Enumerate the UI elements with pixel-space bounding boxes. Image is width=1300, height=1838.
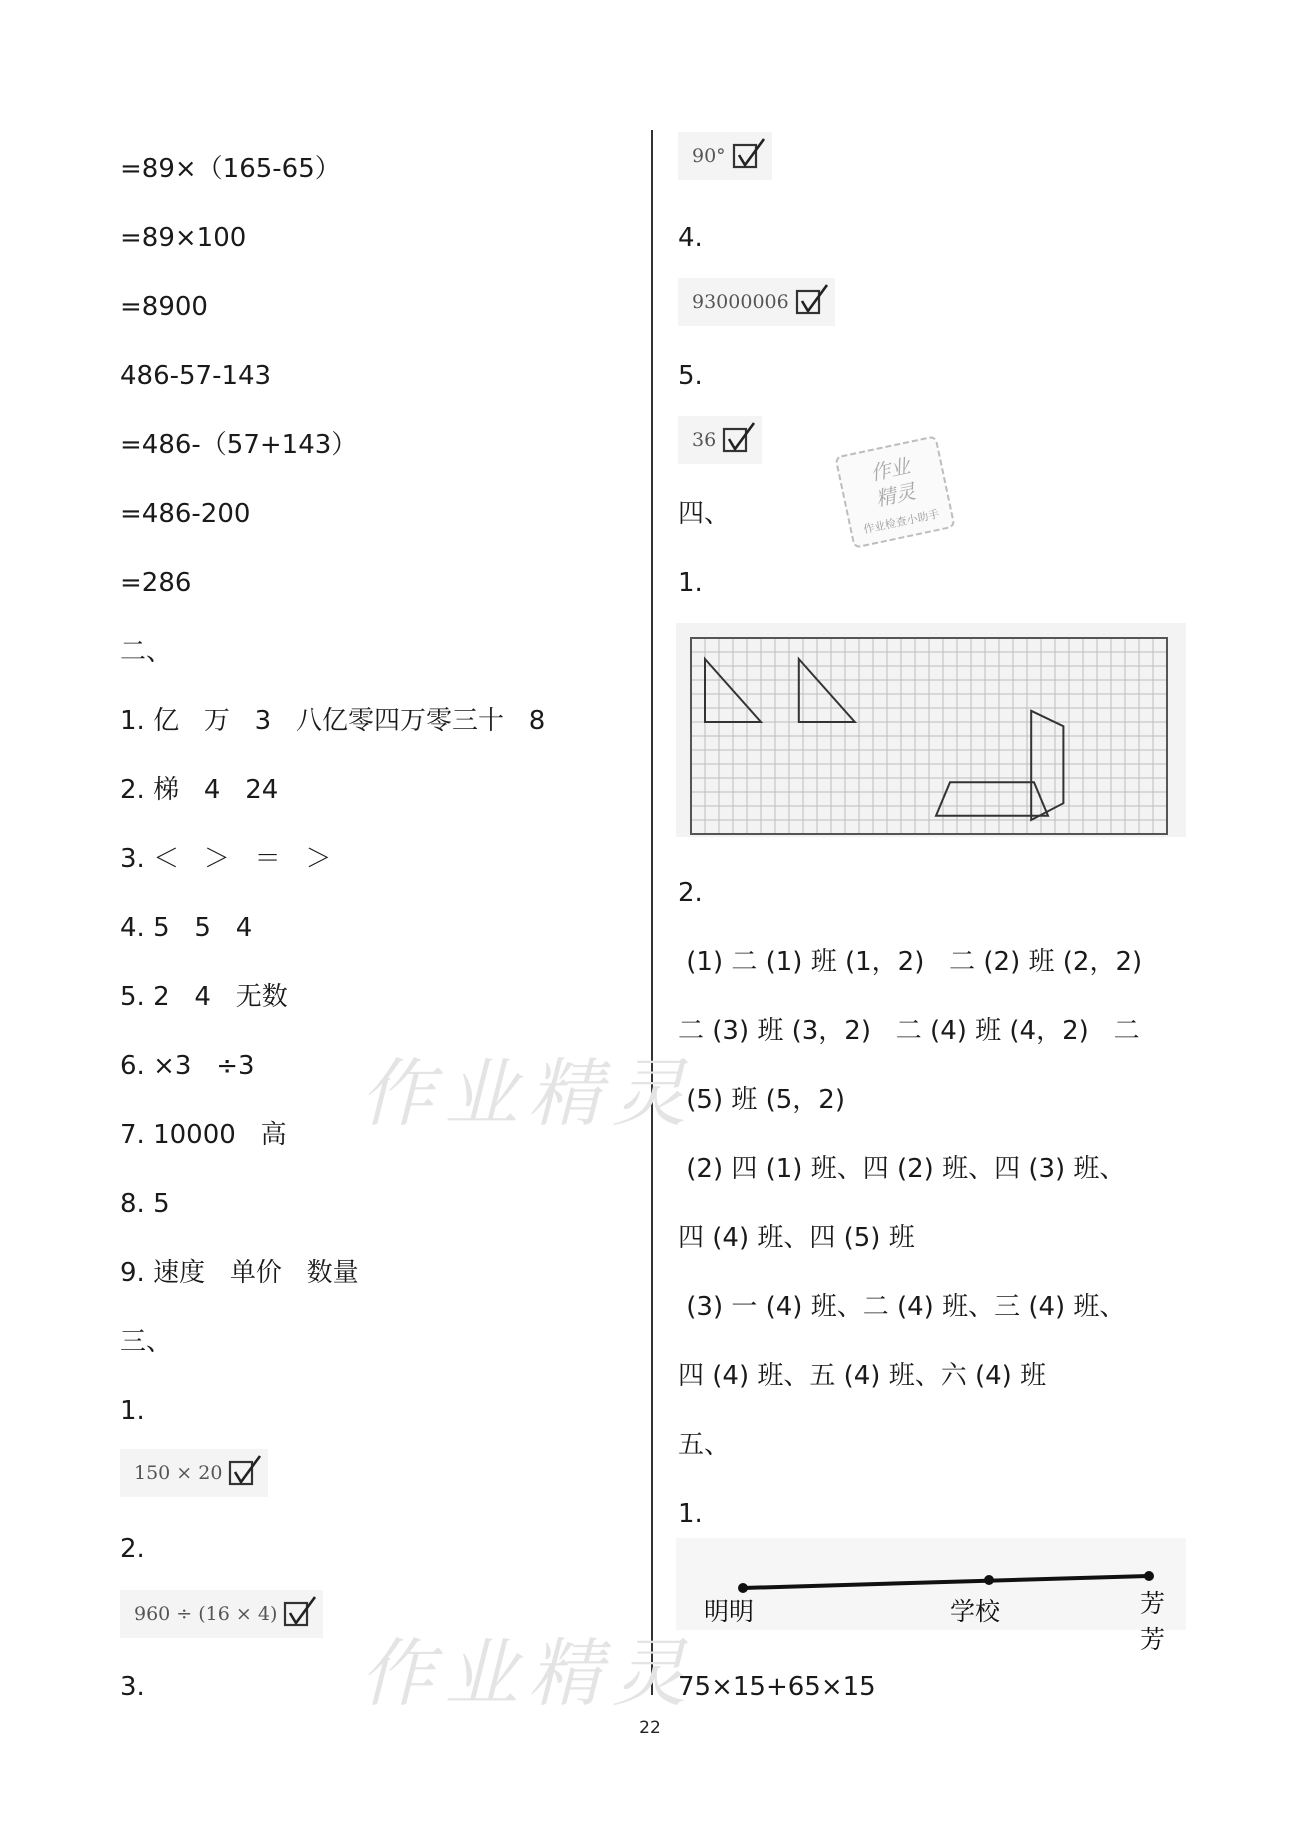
text-line: 9. 速度 单价 数量 [120,1258,359,1288]
route-middle-label: 学校 [950,1597,1001,1626]
section-heading: 五、 [678,1430,731,1460]
watermark: 作业精灵 [360,1051,696,1137]
column-divider [651,130,653,1695]
text-line: 2. 梯 4 24 [120,775,279,805]
text-line: 1. [678,568,703,598]
answer-text: 36 [692,429,717,451]
text-line: 5. 2 4 无数 [120,982,288,1012]
text-line: 8. 5 [120,1189,170,1219]
checkbox-checked-icon [228,1460,254,1486]
section-heading: 四、 [678,499,731,529]
text-line: =486-（57+143） [120,430,358,460]
text-line: 486-57-143 [120,361,272,391]
text-line: 二 (3) 班 (3，2) 二 (4) 班 (4，2) 二 [678,1016,1140,1046]
text-line: 2. [678,878,703,908]
section-heading: 二、 [120,637,173,667]
stamp-logo [830,430,960,555]
text-line: =486-200 [120,499,251,529]
stamp-icon [830,430,960,555]
answer-text: 93000006 [692,291,789,313]
route-diagram [676,1538,1186,1654]
text-line: 1. [678,1499,703,1529]
text-line: (5) 班 (5，2) [678,1085,845,1115]
route-end-label: 芳芳 [1140,1589,1166,1654]
answer-image [678,278,835,326]
answer-image [120,1590,323,1638]
triangle-translated [799,659,855,722]
answer-text: 90° [692,145,726,167]
grid-drawing-figure [676,623,1186,837]
text-line: 4. [678,223,703,253]
answer-image [678,132,772,180]
checkbox-checked-icon [795,289,821,315]
checkbox-checked-icon [732,143,758,169]
rotated-trapezoid [1031,711,1063,820]
page-number: 22 [639,1718,661,1738]
text-line: 1. [120,1396,145,1426]
text-line: 6. ×3 ÷3 [120,1051,255,1081]
text-line: 2. [120,1534,145,1564]
checkbox-checked-icon [722,427,748,453]
answer-text: 150 × 20 [134,1462,223,1484]
svg-text:精灵: 精灵 [873,479,918,511]
text-line: (2) 四 (1) 班、四 (2) 班、四 (3) 班、 [678,1154,1126,1184]
text-line: =89×100 [120,223,247,253]
text-line: 四 (4) 班、五 (4) 班、六 (4) 班 [678,1361,1047,1391]
text-line: 75×15+65×15 [678,1672,876,1702]
route-start-label: 明明 [704,1597,755,1626]
answer-text: 960 ÷ (16 × 4) [134,1603,278,1625]
text-line: 四 (4) 班、四 (5) 班 [678,1223,915,1253]
text-line: 3. [120,1672,145,1702]
text-line: (3) 一 (4) 班、二 (4) 班、三 (4) 班、 [678,1292,1126,1322]
text-line: 3. ＜ ＞ ＝ ＞ [120,844,332,874]
text-line: =89×（165-65） [120,154,341,184]
checkbox-checked-icon [283,1601,309,1627]
text-line: =286 [120,568,192,598]
text-line: 4. 5 5 4 [120,913,253,943]
text-line: (1) 二 (1) 班 (1，2) 二 (2) 班 (2，2) [678,947,1143,977]
text-line: 1. 亿 万 3 八亿零四万零三十 8 [120,706,546,736]
answer-image [678,416,762,464]
text-line: 5. [678,361,703,391]
svg-text:作业检查小助手: 作业检查小助手 [862,507,941,537]
text-line: 7. 10000 高 [120,1120,287,1150]
svg-text:作业: 作业 [868,453,913,486]
section-heading: 三、 [120,1327,173,1357]
watermark: 作业精灵 [360,1631,696,1717]
grid-drawing [676,623,1186,837]
answer-image [120,1449,268,1497]
text-line: =8900 [120,292,208,322]
